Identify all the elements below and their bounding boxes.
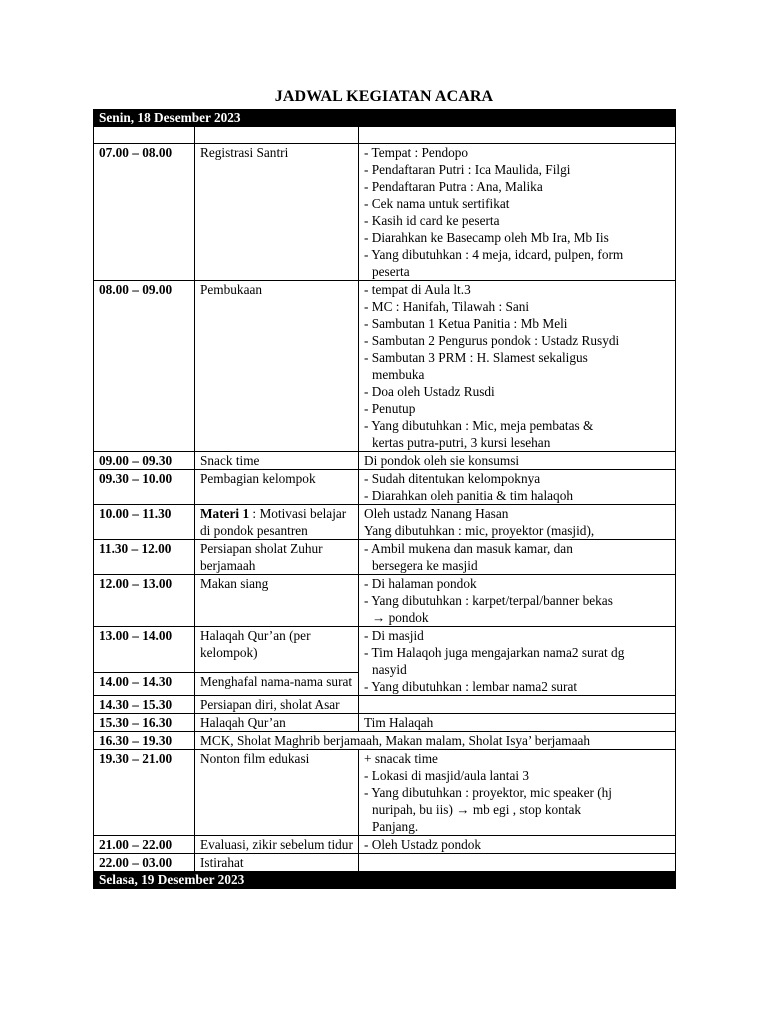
detail-line: Di pondok oleh sie konsumsi xyxy=(364,453,520,468)
detail-line: nuripah, bu iis) → mb egi , stop kontak xyxy=(372,802,582,817)
activity-cell: MCK, Sholat Maghrib berjamaah, Makan malam, Sholat Isya’ berjamaah xyxy=(195,732,676,750)
detail-line: peserta xyxy=(372,264,410,279)
detail-line: Oleh ustadz Nanang Hasan xyxy=(364,506,509,521)
time-cell: 13.00 – 14.00 xyxy=(94,627,195,673)
activity-cell: Pembukaan xyxy=(195,281,359,452)
detail-line: - Lokasi di masjid/aula lantai 3 xyxy=(364,768,530,783)
detail-line: - Yang dibutuhkan : lembar nama2 surat xyxy=(364,679,578,694)
detail-line: - Di halaman pondok xyxy=(364,576,477,591)
detail-line: → pondok xyxy=(372,610,429,625)
activity-cell: Makan siang xyxy=(195,575,359,627)
details-cell xyxy=(359,714,676,732)
table-row xyxy=(94,505,676,540)
detail-line: - tempat di Aula lt.3 xyxy=(364,282,471,297)
detail-line: - Sambutan 2 Pengurus pondok : Ustadz Rusydi xyxy=(364,333,620,348)
table-row xyxy=(94,696,676,714)
detail-line: + snacak time xyxy=(364,751,438,766)
details-cell xyxy=(359,575,676,627)
activity-cell: Nonton film edukasi xyxy=(195,750,359,836)
details-cell xyxy=(359,505,676,540)
activity-cell: Istirahat xyxy=(195,854,359,872)
table-row xyxy=(94,854,676,872)
detail-line: - Yang dibutuhkan : karpet/terpal/banner bekas xyxy=(364,593,613,608)
details-cell xyxy=(359,540,676,575)
table-row xyxy=(94,281,676,452)
time-cell: 21.00 – 22.00 xyxy=(94,836,195,854)
time-cell: 12.00 – 13.00 xyxy=(94,575,195,627)
detail-line: - Sambutan 1 Ketua Panitia : Mb Meli xyxy=(364,316,568,331)
table-row xyxy=(94,836,676,854)
details-cell xyxy=(359,470,676,505)
time-cell: 08.00 – 09.00 xyxy=(94,281,195,452)
details-cell xyxy=(359,627,676,696)
detail-line: nasyid xyxy=(372,662,407,677)
details-cell xyxy=(359,144,676,281)
day-header-row xyxy=(94,872,676,889)
detail-line: - Tempat : Pendopo xyxy=(364,145,469,160)
time-cell: 14.30 – 15.30 xyxy=(94,696,195,714)
detail-line: - Ambil mukena dan masuk kamar, dan xyxy=(364,541,573,556)
detail-line: - Pendaftaran Putri : Ica Maulida, Filgi xyxy=(364,162,571,177)
detail-line: bersegera ke masjid xyxy=(372,558,478,573)
detail-line: Panjang. xyxy=(372,819,419,834)
detail-line: Tim Halaqah xyxy=(364,715,434,730)
day-header-senin: Senin, 18 Desember 2023 xyxy=(94,110,676,127)
time-cell: 10.00 – 11.30 xyxy=(94,505,195,540)
table-row xyxy=(94,452,676,470)
detail-line: - Doa oleh Ustadz Rusdi xyxy=(364,384,495,399)
schedule-table xyxy=(93,109,676,889)
time-cell: 14.00 – 14.30 xyxy=(94,672,195,695)
detail-line: kertas putra-putri, 3 kursi lesehan xyxy=(372,435,551,450)
activity-cell: Snack time xyxy=(195,452,359,470)
detail-line: - Sambutan 3 PRM : H. Slamest sekaligus xyxy=(364,350,588,365)
table-row xyxy=(94,732,676,750)
activity-cell: Halaqah Qur’an xyxy=(195,714,359,732)
time-cell: 11.30 – 12.00 xyxy=(94,540,195,575)
activity-label: : Motivasi belajar di pondok pesantren xyxy=(200,506,347,538)
table-row xyxy=(94,750,676,836)
detail-line: - Kasih id card ke peserta xyxy=(364,213,500,228)
detail-line: - Pendaftaran Putra : Ana, Malika xyxy=(364,179,543,194)
table-row xyxy=(94,714,676,732)
detail-line: Yang dibutuhkan : mic, proyektor (masjid), xyxy=(364,523,595,538)
details-cell xyxy=(359,281,676,452)
detail-line: - Tim Halaqoh juga mengajarkan nama2 surat dg xyxy=(364,645,625,660)
time-cell: 07.00 – 08.00 xyxy=(94,144,195,281)
time-cell: 09.00 – 09.30 xyxy=(94,452,195,470)
time-cell: 19.30 – 21.00 xyxy=(94,750,195,836)
activity-bold-label: Materi 1 xyxy=(200,506,250,521)
detail-line: - MC : Hanifah, Tilawah : Sani xyxy=(364,299,530,314)
time-cell: 09.30 – 10.00 xyxy=(94,470,195,505)
table-row xyxy=(94,470,676,505)
time-cell: 16.30 – 19.30 xyxy=(94,732,195,750)
detail-line: membuka xyxy=(372,367,425,382)
detail-line: - Di masjid xyxy=(364,628,424,643)
detail-line: - Diarahkan ke Basecamp oleh Mb Ira, Mb Iis xyxy=(364,230,609,245)
detail-line: - Yang dibutuhkan : Mic, meja pembatas & xyxy=(364,418,594,433)
activity-cell xyxy=(195,505,359,540)
time-cell: 22.00 – 03.00 xyxy=(94,854,195,872)
activity-cell: Pembagian kelompok xyxy=(195,470,359,505)
table-row xyxy=(94,627,676,673)
activity-cell: Persiapan sholat Zuhur berjamaah xyxy=(195,540,359,575)
day-header-selasa: Selasa, 19 Desember 2023 xyxy=(94,872,676,889)
document-title: JADWAL KEGIATAN ACARA xyxy=(274,88,494,105)
table-row xyxy=(94,575,676,627)
detail-line: - Sudah ditentukan kelompoknya xyxy=(364,471,541,486)
table-row xyxy=(94,540,676,575)
blank-row xyxy=(94,127,676,144)
details-cell xyxy=(359,836,676,854)
day-header-row xyxy=(94,110,676,127)
details-cell xyxy=(359,452,676,470)
detail-line: - Yang dibutuhkan : 4 meja, idcard, pulpen, form xyxy=(364,247,624,262)
details-cell xyxy=(359,750,676,836)
detail-line: - Cek nama untuk sertifikat xyxy=(364,196,510,211)
detail-line: - Diarahkan oleh panitia & tim halaqoh xyxy=(364,488,573,503)
detail-line: - Yang dibutuhkan : proyektor, mic speaker (hj xyxy=(364,785,612,800)
activity-cell: Evaluasi, zikir sebelum tidur xyxy=(195,836,359,854)
detail-line: - Oleh Ustadz pondok xyxy=(364,837,482,852)
table-row xyxy=(94,144,676,281)
details-cell xyxy=(359,696,676,714)
activity-cell: Persiapan diri, sholat Asar xyxy=(195,696,359,714)
detail-line: - Penutup xyxy=(364,401,416,416)
details-cell xyxy=(359,854,676,872)
activity-cell: Registrasi Santri xyxy=(195,144,359,281)
activity-cell: Menghafal nama-nama surat xyxy=(195,672,359,695)
activity-cell: Halaqah Qur’an (per kelompok) xyxy=(195,627,359,673)
time-cell: 15.30 – 16.30 xyxy=(94,714,195,732)
